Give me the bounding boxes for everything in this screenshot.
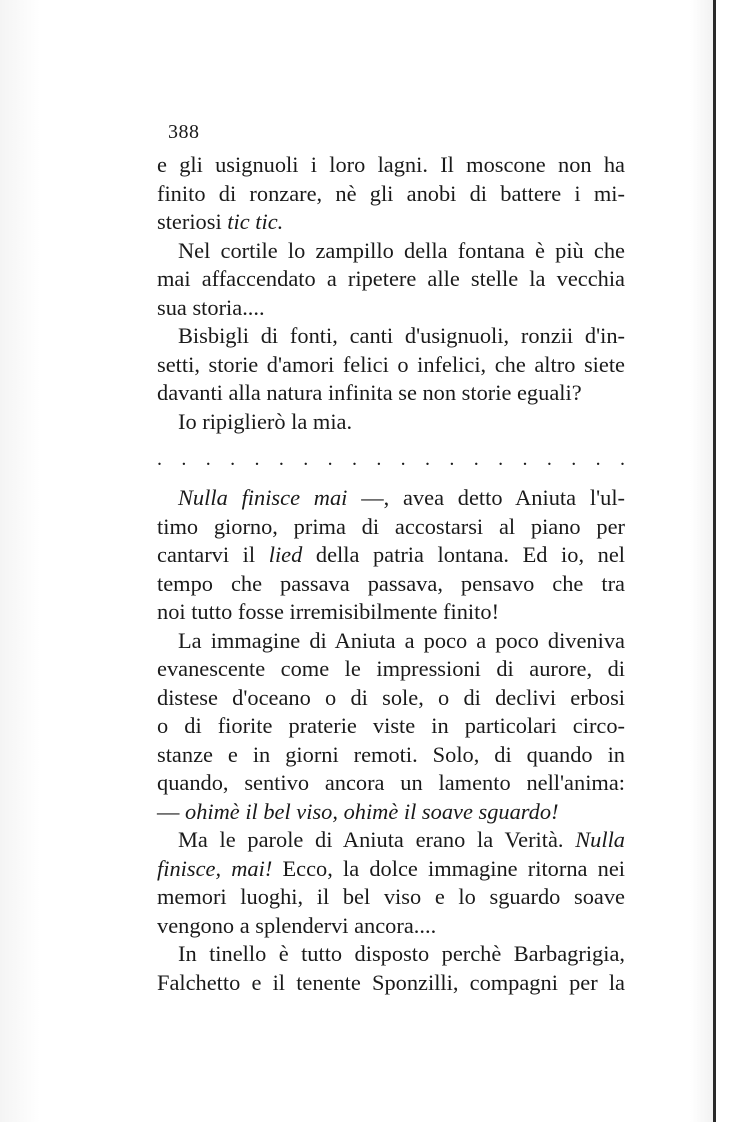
text-line xyxy=(157,265,625,294)
text-line xyxy=(157,655,625,684)
paragraph-p7 xyxy=(157,826,625,940)
text-line xyxy=(157,379,625,408)
text-run: evanescente come le impressioni di aurore, di xyxy=(157,656,625,681)
text-run: quando, sentivo ancora un lamento nell'anima: xyxy=(157,770,625,795)
italic-text: finisce, mai! xyxy=(157,855,273,881)
paragraph-p8 xyxy=(157,940,625,997)
text-run: finito di ronzare, nè gli anobi di battere i mi- xyxy=(157,180,625,206)
text-run: —, avea detto Aniuta l'ul- xyxy=(347,485,625,510)
text-line xyxy=(157,598,625,627)
section-gap xyxy=(157,476,625,484)
text-run: Nel cortile lo zampillo della fontana è più che xyxy=(178,237,625,263)
text-run: In tinello è tutto disposto perchè Barbagrigia, xyxy=(178,941,625,966)
paragraphs-before-separator xyxy=(157,151,625,436)
italic-text: lied xyxy=(268,542,303,567)
italic-text: tic tic. xyxy=(227,209,284,234)
text-line xyxy=(157,826,625,855)
italic-text: ohimè il bel viso, ohimè il soave sguardo! xyxy=(185,798,559,824)
text-line xyxy=(157,484,625,513)
text-line xyxy=(157,969,625,998)
text-run: memori luoghi, il bel viso e lo sguardo soave xyxy=(157,884,625,909)
text-run: setti, storie d'amori felici o infelici, che altro siete xyxy=(157,351,625,377)
text-line xyxy=(157,541,625,570)
text-line xyxy=(157,151,625,180)
text-line xyxy=(157,627,625,656)
text-line xyxy=(157,180,625,209)
text-run: noi tutto fosse irremisibilmente finito! xyxy=(157,599,500,624)
paragraph-p2 xyxy=(157,237,625,323)
text-run: Bisbigli di fonti, canti d'usignuoli, ronzii d'in- xyxy=(178,323,625,348)
text-run: timo giorno, prima di accostarsi al piano per xyxy=(157,513,625,539)
text-line xyxy=(157,912,625,941)
paragraph-p1 xyxy=(157,151,625,237)
text-line xyxy=(157,940,625,969)
text-run: sua storia.... xyxy=(157,294,265,320)
text-line xyxy=(157,408,625,437)
paragraphs-after-separator xyxy=(157,484,625,997)
text-line xyxy=(157,769,625,798)
text-line xyxy=(157,798,625,827)
text-line xyxy=(157,741,625,770)
section-separator: . . . . . . . . . . . . . . . . . . . . xyxy=(157,448,625,470)
text-run: tempo che passava passava, pensavo che tra xyxy=(157,570,625,596)
text-run: e gli usignuoli i loro lagni. Il moscone non ha xyxy=(157,152,625,177)
text-line xyxy=(157,712,625,741)
text-line xyxy=(157,570,625,599)
text-run: Io ripiglierò la mia. xyxy=(178,408,353,434)
text-run: Ma le parole di Aniuta erano la Verità. xyxy=(178,827,576,852)
text-line xyxy=(157,513,625,542)
text-line xyxy=(157,684,625,713)
text-run: Falchetto e il tenente Sponzilli, compagni per la xyxy=(157,969,625,995)
text-line xyxy=(157,322,625,351)
text-run: davanti alla natura infinita se non storie eguali? xyxy=(157,380,582,405)
italic-text: Nulla xyxy=(575,827,625,852)
text-line xyxy=(157,855,625,884)
body-text xyxy=(157,151,625,997)
text-run: cantarvi il xyxy=(157,542,269,567)
text-run: della patria lontana. Ed io, nel xyxy=(302,542,626,567)
paragraph-p4 xyxy=(157,408,625,437)
text-line xyxy=(157,351,625,380)
page-number: 388 xyxy=(168,121,200,143)
text-line xyxy=(157,883,625,912)
italic-text: Nulla finisce mai xyxy=(178,485,348,510)
text-line xyxy=(157,208,625,237)
text-run: mai affaccendato a ripetere alle stelle la vecchia xyxy=(157,266,625,291)
paragraph-p3 xyxy=(157,322,625,408)
paragraph-p6 xyxy=(157,627,625,827)
text-run: vengono a splendervi ancora.... xyxy=(157,912,437,938)
text-run: stanze e in giorni remoti. Solo, di quando in xyxy=(157,741,625,767)
text-run: Ecco, la dolce immagine ritorna nei xyxy=(272,855,625,881)
text-run: o di fiorite praterie viste in particolari circo- xyxy=(157,713,625,738)
text-run: — xyxy=(157,798,185,824)
text-line xyxy=(157,294,625,323)
page-edge-line xyxy=(713,0,716,1122)
paragraph-p5 xyxy=(157,484,625,627)
text-run: distese d'oceano o di sole, o di declivi erbosi xyxy=(157,684,625,710)
text-line xyxy=(157,237,625,266)
text-run: La immagine di Aniuta a poco a poco diveniva xyxy=(178,627,625,653)
text-run: steriosi xyxy=(157,209,228,234)
